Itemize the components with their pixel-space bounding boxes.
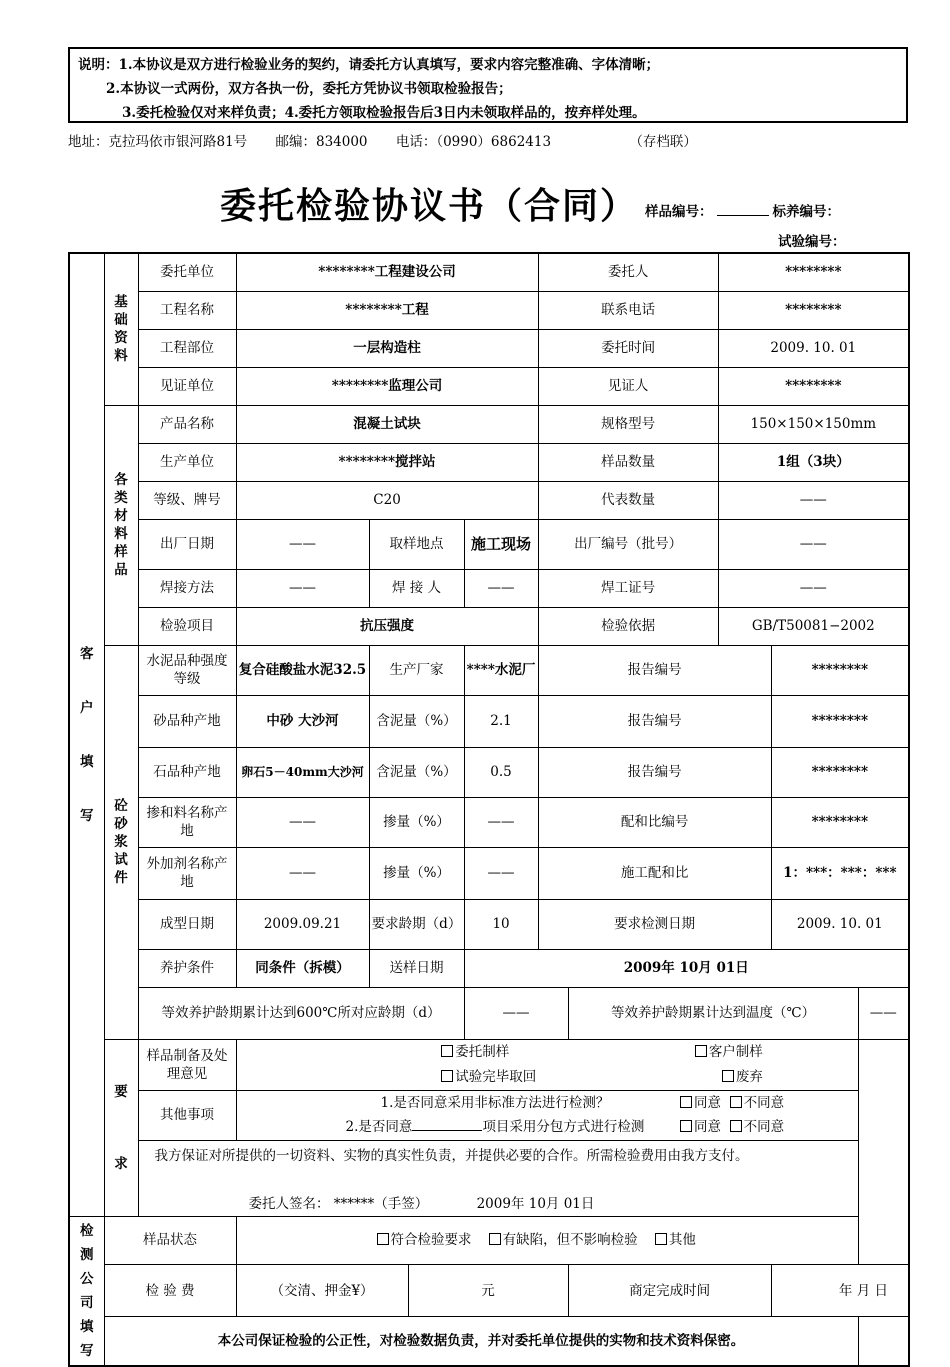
q2-agree[interactable]: 同意 — [680, 1119, 721, 1135]
spec-value[interactable]: 150×150×150mm — [718, 405, 909, 443]
place-value[interactable]: 施工现场 — [464, 519, 538, 569]
page-title: 委托检验协议书（合同） — [220, 185, 639, 227]
question-1: 1.是否同意采用非标准方法进行检测？ — [380, 1095, 610, 1111]
sign-label: 委托人签名： — [248, 1195, 330, 1212]
batch-value[interactable]: —— — [718, 519, 909, 569]
finish-date[interactable]: 年 月 日 — [771, 1265, 909, 1317]
witness-unit-label: 见证单位 — [138, 367, 236, 405]
report-label-1: 报告编号 — [538, 645, 771, 695]
mix-no-value[interactable]: ******** — [771, 797, 909, 847]
q2-blank[interactable] — [412, 1130, 482, 1131]
checkbox-icon — [441, 1045, 453, 1057]
fee-label: 检 验 费 — [104, 1265, 236, 1317]
client-unit-label: 委托单位 — [138, 253, 236, 291]
send-date-value[interactable]: 2009年 10月 01日 — [464, 949, 909, 987]
prep-options — [236, 1039, 858, 1090]
eq-age-value[interactable]: —— — [464, 987, 568, 1039]
notice-line-3: 3.委托检验仅对来样负责；4.委托方领取检验报告后3日内未领取样品的，按弃样处理。 — [122, 105, 646, 121]
rep-qty-value[interactable]: —— — [718, 481, 909, 519]
mix-ratio-value[interactable]: 1：***：***：*** — [771, 847, 909, 899]
opt-client-prep[interactable]: 委托制样 — [441, 1040, 509, 1065]
date-label: 委托时间 — [538, 329, 718, 367]
guarantee-cell — [138, 1140, 858, 1216]
send-date-label: 送样日期 — [369, 949, 464, 987]
age-value[interactable]: 10 — [464, 899, 538, 949]
mix-no-label: 配和比编号 — [538, 797, 771, 847]
signature-line — [141, 1195, 856, 1213]
finish-label: 商定完成时间 — [568, 1265, 771, 1317]
fee-unit[interactable]: 元 — [408, 1265, 568, 1317]
client-person-label: 委托人 — [538, 253, 718, 291]
age-label: 要求龄期（d） — [369, 899, 464, 949]
sand-mud-value[interactable]: 2.1 — [464, 695, 538, 747]
report-value-2[interactable]: ******** — [771, 695, 909, 747]
basis-value[interactable]: GB/T50081−2002 — [718, 607, 909, 645]
welder-value[interactable]: —— — [464, 569, 538, 607]
notice-box — [68, 47, 908, 123]
cement-value[interactable]: 复合硅酸盐水泥32.5 — [236, 645, 369, 695]
part-label: 工程部位 — [138, 329, 236, 367]
checkbox-icon — [695, 1045, 707, 1057]
opt-retrieve[interactable]: 试验完毕取回 — [441, 1065, 536, 1090]
status-label: 样品状态 — [104, 1216, 236, 1265]
opt-customer-prep[interactable]: 客户制样 — [695, 1040, 763, 1065]
postcode: 邮编：834000 — [275, 134, 368, 150]
project-part[interactable]: 一层构造柱 — [236, 329, 538, 367]
sign-date[interactable]: 2009年 10月 01日 — [476, 1195, 595, 1212]
stone-mud-label: 含泥量（%） — [369, 747, 464, 797]
status-defect[interactable]: 有缺陷，但不影响检验 — [489, 1232, 638, 1248]
admix-dose-label: 掺量（%） — [369, 797, 464, 847]
client-person[interactable]: ******** — [718, 253, 909, 291]
status-options — [236, 1216, 858, 1265]
welder-cert-label: 焊工证号 — [538, 569, 718, 607]
batch-label: 出厂编号（批号） — [538, 519, 718, 569]
footer-statement: 本公司保证检验的公正性，对检验数据负责，并对委托单位提供的实物和技术资料保密。 — [104, 1317, 858, 1366]
cement-label: 水泥品种强度等级 — [138, 645, 236, 695]
cure-label: 养护条件 — [138, 949, 236, 987]
eq-temp-label: 等效养护龄期累计达到温度（℃） — [568, 987, 858, 1039]
checkbox-icon — [722, 1070, 734, 1082]
test-date-label: 要求检测日期 — [538, 899, 771, 949]
admix-value[interactable]: —— — [236, 797, 369, 847]
maker-value[interactable]: ****水泥厂 — [464, 645, 538, 695]
contact-phone[interactable]: ******** — [718, 291, 909, 329]
notice-line-2: 2.本协议一式两份，双方各执一份，委托方凭协议书领取检验报告； — [106, 81, 512, 97]
checkbox-icon — [655, 1233, 667, 1245]
place-label: 取样地点 — [369, 519, 464, 569]
report-label-3: 报告编号 — [538, 747, 771, 797]
other-items — [236, 1090, 858, 1140]
weld-method-value[interactable]: —— — [236, 569, 369, 607]
item-label: 检验项目 — [138, 607, 236, 645]
sign-value[interactable]: ******（手签） — [333, 1195, 429, 1212]
project-name[interactable]: ********工程 — [236, 291, 538, 329]
notice-line-1: 说明：1.本协议是双方进行检验业务的契约，请委托方认真填写，要求内容完整准确、字体清晰； — [78, 57, 660, 73]
report-label-2: 报告编号 — [538, 695, 771, 747]
additive-dose-label: 掺量（%） — [369, 847, 464, 899]
status-ok[interactable]: 符合检验要求 — [377, 1232, 472, 1248]
test-no-label: 试验编号： — [778, 234, 846, 250]
welder-cert-value[interactable]: —— — [718, 569, 909, 607]
mix-ratio-label: 施工配和比 — [538, 847, 771, 899]
checkbox-icon — [680, 1096, 692, 1108]
sample-no-label: 样品编号： — [645, 204, 713, 220]
producer-label: 生产单位 — [138, 443, 236, 481]
q1-agree[interactable]: 同意 — [680, 1095, 721, 1111]
admix-dose-value[interactable]: —— — [464, 797, 538, 847]
client-date[interactable]: 2009. 10. 01 — [718, 329, 909, 367]
section-customer-fill: 客 户 填 写 — [69, 253, 104, 1216]
q1-disagree[interactable]: 不同意 — [730, 1095, 785, 1111]
prep-label: 样品制备及处理意见 — [138, 1039, 236, 1090]
checkbox-icon — [489, 1233, 501, 1245]
grade-value[interactable]: C20 — [236, 481, 538, 519]
producer-value[interactable]: ********搅拌站 — [236, 443, 538, 481]
item-value[interactable]: 抗压强度 — [236, 607, 538, 645]
form-date-label: 成型日期 — [138, 899, 236, 949]
maker-label: 生产厂家 — [369, 645, 464, 695]
witness-unit[interactable]: ********监理公司 — [236, 367, 538, 405]
question-2a: 2.是否同意 — [345, 1119, 413, 1135]
basis-label: 检验依据 — [538, 607, 718, 645]
additive-dose-value[interactable]: —— — [464, 847, 538, 899]
client-unit[interactable]: ********工程建设公司 — [236, 253, 538, 291]
eq-temp-value[interactable]: —— — [858, 987, 909, 1039]
report-value-3[interactable]: ******** — [771, 747, 909, 797]
product-label: 产品名称 — [138, 405, 236, 443]
stone-label: 石品种产地 — [138, 747, 236, 797]
project-label: 工程名称 — [138, 291, 236, 329]
address: 地址：克拉玛依市银河路81号 — [68, 134, 248, 150]
guarantee-text: 我方保证对所提供的一切资料、实物的真实性负责，并提供必要的合作。所需检验费用由我方支付。 — [154, 1147, 749, 1164]
admix-label: 掺和料名称产 地 — [138, 797, 236, 847]
qty-label: 样品数量 — [538, 443, 718, 481]
copy-label: （存档联） — [629, 134, 697, 150]
opt-discard[interactable]: 废弃 — [722, 1065, 763, 1090]
rep-qty-label: 代表数量 — [538, 481, 718, 519]
sample-no-field[interactable] — [717, 215, 769, 216]
factory-date-label: 出厂日期 — [138, 519, 236, 569]
product-name[interactable]: 混凝土试块 — [236, 405, 538, 443]
contact-label: 联系电话 — [538, 291, 718, 329]
fee-note: （交清、押金¥） — [236, 1265, 408, 1317]
spec-label: 规格型号 — [538, 405, 718, 443]
sand-mud-label: 含泥量（%） — [369, 695, 464, 747]
sand-value[interactable]: 中砂 大沙河 — [236, 695, 369, 747]
section-mortar: 砼 砂 浆 试 件 — [104, 645, 138, 1039]
checkbox-icon — [730, 1120, 742, 1132]
test-date-value[interactable]: 2009. 10. 01 — [771, 899, 909, 949]
section-requirements: 要 求 — [104, 1039, 138, 1216]
bid-no-label: 标养编号： — [772, 204, 840, 220]
additive-label: 外加剂名称产 地 — [138, 847, 236, 899]
section-company-fill: 检测公司填写 — [69, 1216, 104, 1366]
cure-value[interactable]: 同条件（拆模） — [236, 949, 369, 987]
form-date-value[interactable]: 2009.09.21 — [236, 899, 369, 949]
stone-mud-value[interactable]: 0.5 — [464, 747, 538, 797]
agreement-table — [68, 252, 910, 1367]
checkbox-icon — [730, 1096, 742, 1108]
section-material-sample: 各 类 材 料 样 品 — [104, 405, 138, 645]
additive-value[interactable]: —— — [236, 847, 369, 899]
stone-value[interactable]: 卵石5－40mm大沙河 — [236, 747, 369, 797]
sand-label: 砂品种产地 — [138, 695, 236, 747]
eq-age-label: 等效养护龄期累计达到600℃所对应龄期（d） — [138, 987, 464, 1039]
question-2b: 项目采用分包方式进行检测 — [482, 1119, 645, 1135]
q2-disagree[interactable]: 不同意 — [730, 1119, 785, 1135]
report-value-1[interactable]: ******** — [771, 645, 909, 695]
witness-person[interactable]: ******** — [718, 367, 909, 405]
other-label: 其他事项 — [138, 1090, 236, 1140]
qty-value[interactable]: 1组（3块） — [718, 443, 909, 481]
welder-label: 焊 接 人 — [369, 569, 464, 607]
checkbox-icon — [377, 1233, 389, 1245]
checkbox-icon — [441, 1070, 453, 1082]
status-other[interactable]: 其他 — [655, 1232, 696, 1248]
phone: 电话：（0990）6862413 — [395, 134, 552, 150]
address-line — [68, 130, 908, 150]
grade-label: 等级、牌号 — [138, 481, 236, 519]
witness-label: 见证人 — [538, 367, 718, 405]
factory-date-value[interactable]: —— — [236, 519, 369, 569]
sample-number — [645, 200, 840, 220]
weld-method-label: 焊接方法 — [138, 569, 236, 607]
checkbox-icon — [680, 1120, 692, 1132]
section-basic-info: 基 础 资 料 — [104, 253, 138, 405]
